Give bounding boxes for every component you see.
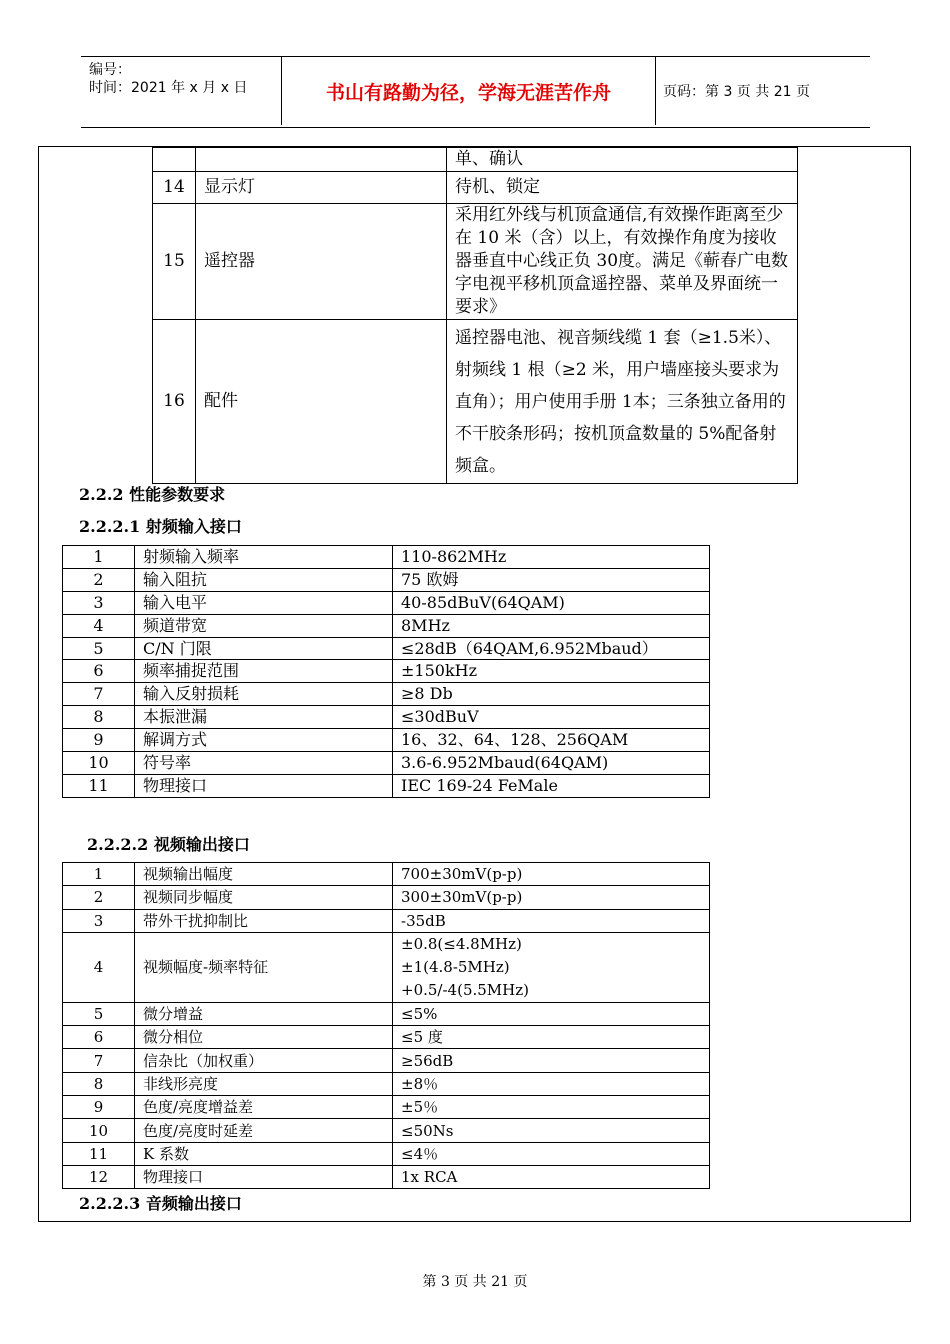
parameter-value: 8MHz [393,614,710,637]
item-name: 配件 [196,320,447,484]
parameter-value: ±150kHz [393,660,710,683]
table-row [63,706,710,729]
row-number: 6 [63,1026,135,1049]
parameter-value: ≤50Ns [393,1119,710,1142]
table-row [63,660,710,683]
parameter-name: 微分相位 [135,1026,393,1049]
value-line: ±1(4.8-5MHz) [401,957,510,976]
table-row [63,863,710,886]
parameter-value: ≤30dBuV [393,706,710,729]
table-row [63,1026,710,1049]
parameter-name: 微分增益 [135,1002,393,1025]
row-number: 16 [153,320,196,484]
parameter-name: 色度/亮度时延差 [135,1119,393,1142]
parameter-value: 300±30mV(p-p) [393,886,710,909]
table-row [153,204,798,320]
parameter-name: 物理接口 [135,1165,393,1188]
parameter-name: 本振泄漏 [135,706,393,729]
row-number: 10 [63,752,135,775]
row-number: 5 [63,1002,135,1025]
parameter-value: ≤28dB（64QAM,6.952Mbaud） [393,637,710,660]
row-number: 6 [63,660,135,683]
page-footer: 第 3 页 共 21 页 [422,1274,528,1290]
row-number: 4 [63,932,135,1002]
value-line: +0.5/-4(5.5MHz) [401,980,529,999]
parameter-value: 110-862MHz [393,546,710,569]
parameter-name: 视频输出幅度 [135,863,393,886]
table-row [63,1165,710,1188]
parameter-value: ≤5 度 [393,1026,710,1049]
parameter-value: 3.6-6.952Mbaud(64QAM) [393,752,710,775]
table-row [63,752,710,775]
parameter-value: ±8％ [393,1072,710,1095]
parameter-name: K 系数 [135,1142,393,1165]
parameter-name: 物理接口 [135,774,393,797]
header-page-info: 页码：第 3 页 共 21 页 [663,84,810,100]
parameter-name: 解调方式 [135,729,393,752]
row-number: 15 [153,204,196,320]
parameter-name: C/N 门限 [135,637,393,660]
parameter-value: 1x RCA [393,1165,710,1188]
parameter-name: 视频幅度-频率特征 [135,932,393,1002]
row-number: 2 [63,568,135,591]
item-description: 单、确认 [447,148,798,172]
table-row [63,1142,710,1165]
table-row [63,591,710,614]
header-meta [89,61,281,97]
table-row [63,546,710,569]
table-row [153,172,798,204]
parameter-value: -35dB [393,909,710,932]
parameter-value: ≥8 Db [393,683,710,706]
section-heading: 2.2.2.2 视频输出接口 [87,835,250,854]
item-name [196,148,447,172]
row-number: 7 [63,1049,135,1072]
table-row [63,1096,710,1119]
parameter-name: 信杂比（加权重） [135,1049,393,1072]
parameter-value: IEC 169-24 FeMale [393,774,710,797]
row-number: 14 [153,172,196,204]
document-time: 时间：2021 年 x 月 x 日 [89,80,248,96]
document-number-label: 编号： [89,62,131,78]
parameter-value: 16、32、64、128、256QAM [393,729,710,752]
section-heading: 2.2.2.3 音频输出接口 [79,1194,242,1213]
row-number: 7 [63,683,135,706]
parameter-name: 带外干扰抑制比 [135,909,393,932]
parameter-name: 视频同步幅度 [135,886,393,909]
row-number: 11 [63,774,135,797]
item-name: 遥控器 [196,204,447,320]
parameter-name: 输入反射损耗 [135,683,393,706]
component-table [152,147,798,484]
item-description: 采用红外线与机顶盒通信,有效操作距离至少在 10 米（含）以上，有效操作角度为接收器垂直中心线正负 30度。满足《蕲春广电数字电视平移机顶盒遥控器、菜单及界面统一要求》 [447,204,798,320]
table-row [63,886,710,909]
table-row [63,729,710,752]
parameter-value: ≤5% [393,1002,710,1025]
table-row [63,1072,710,1095]
page-header [81,56,870,128]
table-row [63,1002,710,1025]
rf-input-table [62,545,710,798]
header-divider [655,57,656,125]
row-number: 1 [63,863,135,886]
table-row [63,909,710,932]
parameter-name: 非线形亮度 [135,1072,393,1095]
parameter-name: 频率捕捉范围 [135,660,393,683]
parameter-value [393,932,710,1002]
row-number: 1 [63,546,135,569]
table-row [63,568,710,591]
item-description: 遥控器电池、视音频线缆 1 套（≥1.5米）、射频线 1 根（≥2 米，用户墙座接头要求为直角）；用户使用手册 1本；三条独立备用的不干胶条形码；按机顶盒数量的 5%配备射频盒。 [447,320,798,484]
parameter-value: ≤4％ [393,1142,710,1165]
row-number: 4 [63,614,135,637]
table-row [63,637,710,660]
table-row [63,1119,710,1142]
table-row [63,774,710,797]
header-motto: 书山有路勤为径，学海无涯苦作舟 [325,81,611,104]
table-row [153,320,798,484]
parameter-name: 射频输入频率 [135,546,393,569]
video-output-table [62,862,710,1189]
row-number: 9 [63,729,135,752]
parameter-name: 符号率 [135,752,393,775]
row-number: 9 [63,1096,135,1119]
row-number: 3 [63,909,135,932]
parameter-name: 色度/亮度增益差 [135,1096,393,1119]
row-number: 2 [63,886,135,909]
item-description: 待机、锁定 [447,172,798,204]
row-number: 3 [63,591,135,614]
parameter-value: ≥56dB [393,1049,710,1072]
parameter-value: 75 欧姆 [393,568,710,591]
section-heading: 2.2.2.1 射频输入接口 [79,517,242,536]
table-row [63,614,710,637]
row-number: 11 [63,1142,135,1165]
row-number: 8 [63,706,135,729]
row-number: 8 [63,1072,135,1095]
table-row [63,932,710,1002]
row-number: 10 [63,1119,135,1142]
row-number [153,148,196,172]
value-line: ±0.8(≤4.8MHz) [401,934,522,953]
parameter-value: ±5％ [393,1096,710,1119]
parameter-name: 频道带宽 [135,614,393,637]
section-heading: 2.2.2 性能参数要求 [79,485,226,504]
parameter-name: 输入电平 [135,591,393,614]
parameter-name: 输入阻抗 [135,568,393,591]
table-row [153,148,798,172]
table-row [63,683,710,706]
parameter-value: 40-85dBuV(64QAM) [393,591,710,614]
row-number: 5 [63,637,135,660]
table-row [63,1049,710,1072]
row-number: 12 [63,1165,135,1188]
parameter-value: 700±30mV(p-p) [393,863,710,886]
item-name: 显示灯 [196,172,447,204]
